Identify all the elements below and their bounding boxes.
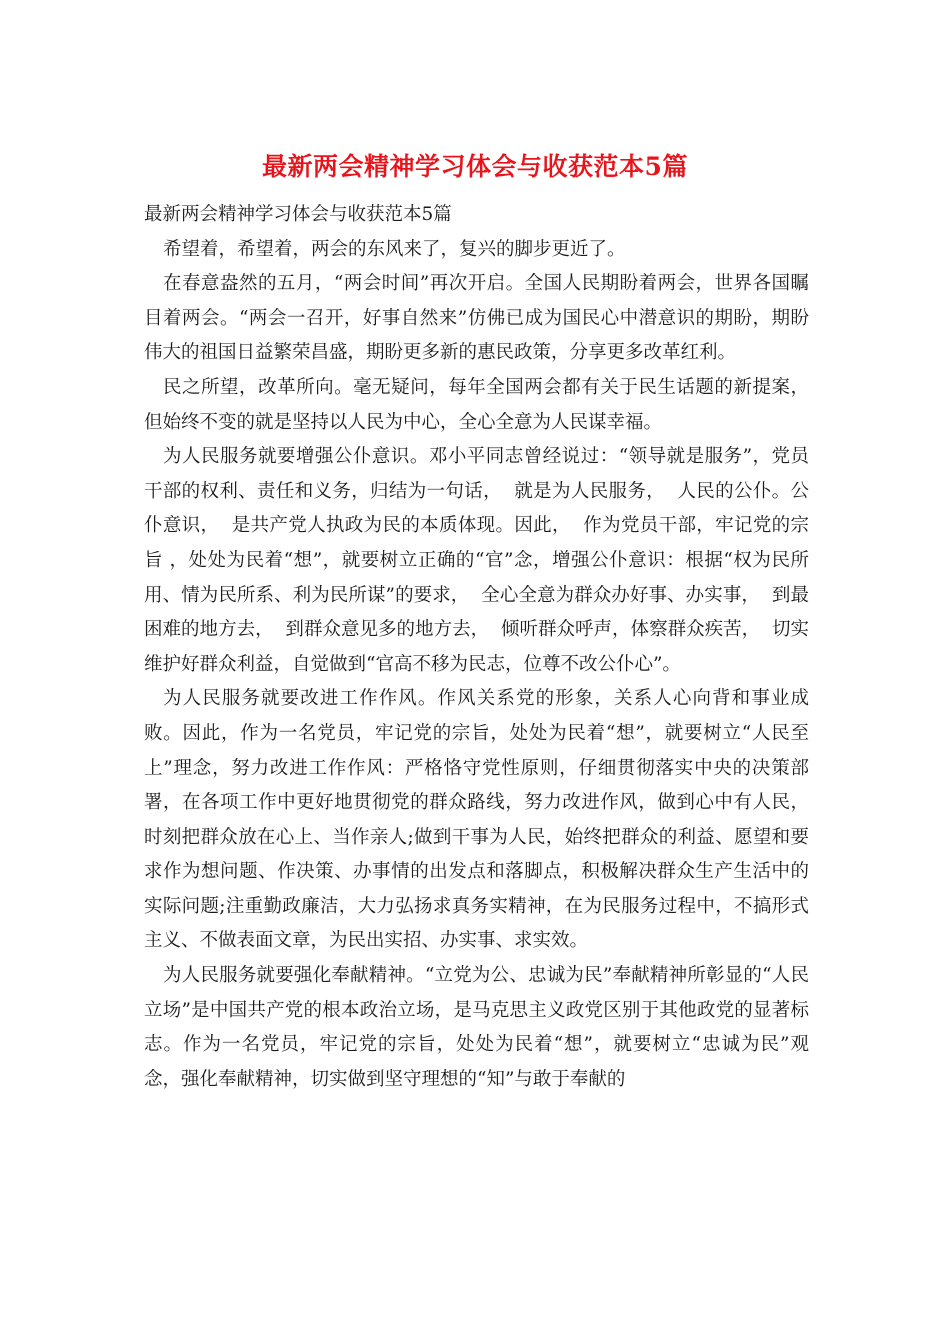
paragraph-4: 为人民服务就要增强公仆意识。邓小平同志曾经说过：“领导就是服务”，党员干部的权利、责任和义务，归结为一句话， 就是为人民服务， 人民的公仆。公仆意识， 是共产党人执政为民的本质体现。因此， 作为党员干部，牢记党的宗旨 ，处处为民着“想”，就要树立正确的“官”念，增强公仆意识：根据“权为民所用、情为民所系、利为民所谋”的要求， 全心全意为群众办好事、办实事， 到最困难的地方去， 到群众意见多的地方去， 倾听群众呼声，体察群众疾苦， 切实维护好群众利益，自觉做到“官高不移为民志，位尊不改公仆心”。	[144, 446, 809, 675]
paragraph-3: 民之所望，改革所向。毫无疑问，每年全国两会都有关于民生话题的新提案，但始终不变的就是坚持以人民为中心，全心全意为人民谋幸福。	[144, 376, 809, 433]
document-title: 最新两会精神学习体会与收获范本5篇	[262, 152, 688, 181]
document-subtitle: 最新两会精神学习体会与收获范本5篇	[144, 204, 452, 225]
paragraph-1: 希望着，希望着，两会的东风来了，复兴的脚步更近了。	[163, 238, 626, 260]
paragraph-2: 在春意盎然的五月，“两会时间”再次开启。全国人民期盼着两会，世界各国瞩目着两会。“两会一召开，好事自然来”仿佛已成为国民心中潜意识的期盼，期盼伟大的祖国日益繁荣昌盛，期盼更多新的惠民政策，分享更多改革红利。	[144, 273, 809, 364]
paragraph-5: 为人民服务就要改进工作作风。作风关系党的形象，关系人心向背和事业成败。因此，作为一名党员，牢记党的宗旨，处处为民着“想”，就要树立“人民至上”理念，努力改进工作作风：严格恪守党性原则，仔细贯彻落实中央的决策部署，在各项工作中更好地贯彻党的群众路线，努力改进作风，做到心中有人民，时刻把群众放在心上、当作亲人;做到干事为人民，始终把群众的利益、愿望和要求作为想问题、作决策、办事情的出发点和落脚点，积极解决群众生产生活中的实际问题;注重勤政廉洁，大力弘扬求真务实精神，在为民服务过程中，不搞形式主义、不做表面文章，为民出实招、办实事、求实效。	[144, 688, 809, 952]
document-body	[144, 198, 809, 1097]
paragraph-6: 为人民服务就要强化奉献精神。“立党为公、忠诚为民”奉献精神所彰显的“人民立场”是中国共产党的根本政治立场，是马克思主义政党区别于其他政党的显著标志。作为一名党员，牢记党的宗旨，处处为民着“想”，就要树立“忠诚为民”观念，强化奉献精神，切实做到坚守理想的“知”与敢于奉献的	[144, 965, 809, 1090]
